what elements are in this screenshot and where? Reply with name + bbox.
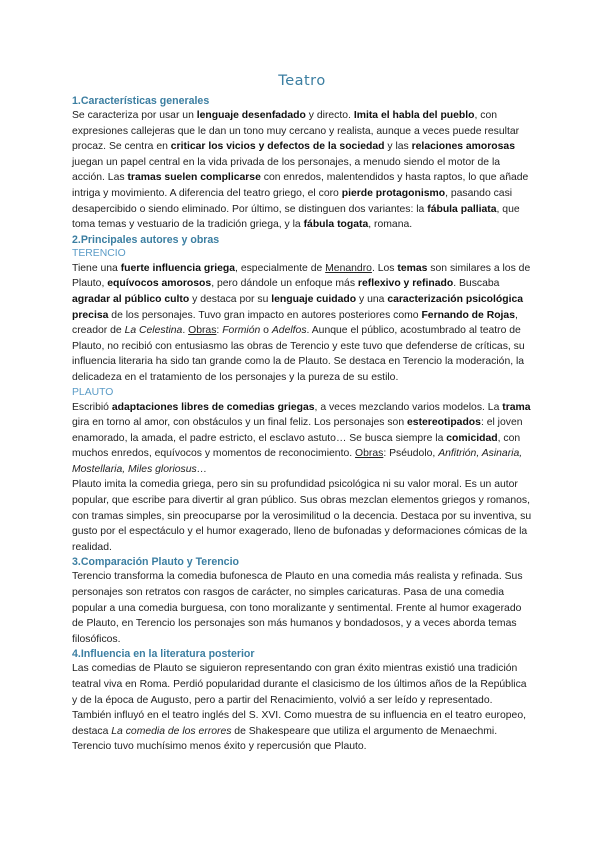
bold-text: reflexivo y refinado bbox=[357, 278, 454, 290]
text-run: de los personajes. Tuvo gran impacto en autores posteriores como bbox=[108, 309, 422, 321]
paragraph-comparacion bbox=[72, 569, 532, 647]
italic-text: La comedia de los errores bbox=[111, 725, 232, 737]
text-run: , con muchos enredos, equívocos y momentos de reconocimiento. bbox=[72, 432, 521, 460]
italic-text: Anfitrión, Asinaria, Mostellaria, Miles gloriosus… bbox=[72, 448, 523, 475]
text-run: Tiene una bbox=[72, 262, 121, 274]
text-run: juegan un papel central en la vida privada de los personajes, a menudo siendo el motor de la acción. Las bbox=[72, 156, 501, 184]
underlined-text: Obras bbox=[188, 325, 217, 337]
bold-text: pierde protagonismo bbox=[341, 187, 446, 199]
text-run: , a veces mezclando varios modelos. La bbox=[314, 401, 503, 413]
text-run: . Los bbox=[371, 262, 398, 274]
bold-text: fábula togata bbox=[303, 219, 369, 231]
text-run: . Aunque el público, acostumbrado al teatro de Plauto, no recibió con entusiasmo las obras de Terencio y este tuvo que defenderse de críticas, su influencia literaria ha sido tan grande como la de Plauto. Se destaca en Terencio la moderación, la delicadeza en el tratamiento de los personajes y la pureza de su estilo. bbox=[72, 325, 525, 383]
text-run: , pasando casi desapercibido o siendo eliminado. Por último, se distinguen dos variantes: la bbox=[72, 187, 513, 215]
text-run: : el joven enamorado, la amada, el padre estricto, el esclavo astuto… Se busca siempre la bbox=[72, 417, 523, 444]
text-run: Se caracteriza por usar un bbox=[72, 110, 197, 121]
subheading-terencio: TERENCIO bbox=[72, 247, 126, 259]
italic-text: Formión bbox=[222, 325, 261, 337]
bold-text: comicidad bbox=[446, 432, 498, 444]
section-heading-influencia: 4.Influencia en la literatura posterior bbox=[72, 648, 255, 661]
text-run: y destaca por su bbox=[189, 293, 272, 305]
paragraph-plauto-1 bbox=[72, 400, 532, 478]
bold-text: Imita el habla del pueblo bbox=[353, 110, 475, 121]
text-run: son similares a los de Plauto, bbox=[72, 262, 531, 290]
bold-text: equívocos amorosos bbox=[107, 278, 212, 290]
text-run: con enredos, malentendidos y hasta raptos, lo que añade intriga y movimiento. A diferencia del teatro griego, el coro bbox=[72, 172, 529, 199]
paragraph-terencio bbox=[72, 261, 532, 386]
bold-text: trama bbox=[502, 401, 531, 413]
text-run: Terencio tuvo muchísimo menos éxito y repercusión que Plauto. bbox=[72, 741, 367, 753]
underlined-text: Obras bbox=[355, 448, 384, 460]
text-run: y las bbox=[384, 141, 412, 153]
bold-text: caracterización psicológica precisa bbox=[72, 293, 524, 321]
section-heading-autores: 2.Principales autores y obras bbox=[72, 233, 220, 246]
text-run: Plauto imita la comedia griega, pero sin su profundidad psicológica ni su valor moral. Es un autor popular, que escribe para divertir al gran público. Sus obras mezclan elementos griegos y romanos, con tramas simples, sin preocuparse por la verosimilitud o la decencia. Destaca por su inventiva, su gusto por el espectáculo y el humor exagerado, lleno de bufonadas y deformaciones cómicas de la realidad. bbox=[72, 479, 532, 553]
text-run: Escribió bbox=[72, 401, 112, 413]
bold-text: tramas suelen complicarse bbox=[127, 172, 261, 184]
bold-text: relaciones amorosas bbox=[411, 141, 515, 153]
page-title: Teatro bbox=[278, 73, 326, 89]
bold-text: temas bbox=[397, 262, 428, 274]
text-run: o bbox=[260, 325, 272, 337]
text-run: de Shakespeare que utiliza el argumento de Menaechmi. bbox=[231, 725, 498, 737]
text-run: y una bbox=[356, 293, 388, 305]
document-page bbox=[72, 72, 532, 755]
italic-text: Adelfos bbox=[271, 325, 307, 337]
underlined-text: Menandro bbox=[325, 262, 372, 274]
paragraph-plauto-2 bbox=[72, 477, 532, 555]
bold-text: adaptaciones libres de comedias griegas bbox=[111, 401, 315, 413]
text-run: , que toma temas y vestuario de la tradición griega, y la bbox=[72, 203, 520, 231]
bold-text: lenguaje desenfadado bbox=[196, 110, 306, 121]
bold-text: criticar los vicios y defectos de la sociedad bbox=[170, 141, 385, 153]
paragraph-influencia-2 bbox=[72, 739, 532, 755]
paragraph-caracteristicas bbox=[72, 108, 532, 233]
bold-text: lenguaje cuidado bbox=[271, 293, 357, 305]
subheading-plauto: PLAUTO bbox=[72, 386, 114, 398]
bold-text: agradar al público culto bbox=[72, 293, 190, 305]
text-run: : Pséudolo, bbox=[383, 448, 439, 460]
text-run: gira en torno al amor, con obstáculos y un final feliz. Los personajes son bbox=[72, 417, 408, 429]
text-run: Terencio transforma la comedia bufonesca de Plauto en una comedia más realista y refinada. Sus personajes son retratos con rasgos de carácter, no simples caricaturas. Pasa de una comedia popular a una comedia burguesa, con tono moralizante y sentimental. Frente al humor exagerado de Plauto, en Terencio los personajes son más humanos y bondadosos, y a veces aborda temas filosóficos. bbox=[72, 571, 523, 645]
text-run: y directo. bbox=[305, 110, 354, 121]
italic-text: La Celestina bbox=[124, 325, 183, 337]
section-heading-caracteristicas: 1.Características generales bbox=[72, 95, 210, 107]
text-run: : bbox=[216, 325, 223, 337]
text-run: Las comedias de Plauto se siguieron representando con gran éxito mientras existió una tradición teatral viva en Roma. Perdió popularidad durante el clasicismo de los últimos años de la República y de la época de Augusto, pero a partir del Renacimiento, volvió a ser leído y representado. También influyó en el teatro inglés del S. XVI. Como muestra de su influencia en el teatro europeo, destaca bbox=[72, 663, 527, 737]
section-heading-comparacion: 3.Comparación Plauto y Terencio bbox=[72, 556, 239, 569]
text-run: , romana. bbox=[368, 219, 413, 231]
text-run: . Buscaba bbox=[453, 278, 500, 290]
text-run: , especialmente de bbox=[235, 262, 326, 274]
bold-text: Fernando de Rojas bbox=[421, 309, 515, 321]
bold-text: fábula palliata bbox=[427, 203, 497, 215]
text-run: . bbox=[182, 325, 189, 337]
paragraph-influencia-1 bbox=[72, 661, 532, 739]
bold-text: estereotipados bbox=[407, 417, 481, 429]
text-run: , creador de bbox=[72, 309, 518, 337]
text-run: , pero dándole un enfoque más bbox=[211, 278, 358, 290]
bold-text: fuerte influencia griega bbox=[120, 262, 236, 274]
text-run: , con expresiones callejeras que le dan un tono muy cercano y realista, aunque a veces puede resultar procaz. Se centra en bbox=[72, 110, 520, 153]
